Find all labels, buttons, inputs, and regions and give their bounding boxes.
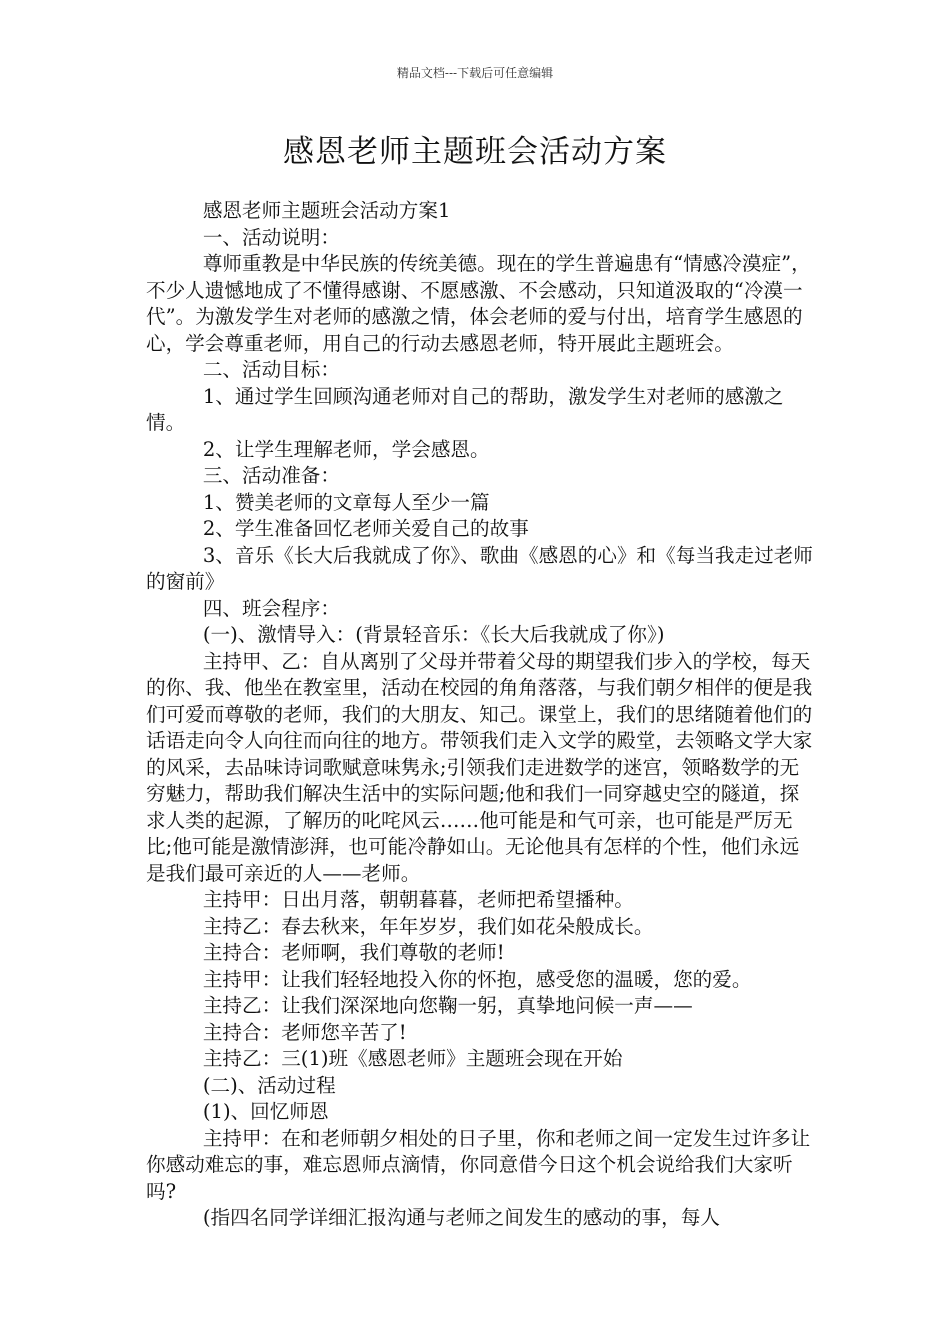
paragraph: 二、活动目标： bbox=[202, 358, 340, 381]
paragraph: (一)、激情导入：(背景轻音乐：《长大后我就成了你》) bbox=[202, 623, 665, 646]
paragraph: 2、学生准备回忆老师关爱自己的故事 bbox=[202, 517, 529, 540]
paragraph: 主持乙：三(1)班《感恩老师》主题班会现在开始 bbox=[202, 1047, 623, 1070]
paragraph: 3、音乐《长大后我就成了你》、歌曲《感恩的心》和《每当我走过老师的窗前》 bbox=[146, 543, 813, 593]
document-body bbox=[146, 198, 814, 1232]
paragraph: 一、活动说明： bbox=[202, 225, 340, 249]
paragraph: 1、赞美老师的文章每人至少一篇 bbox=[202, 490, 490, 514]
paragraph: 主持甲：在和老师朝夕相处的日子里，你和老师之间一定发生过许多让你感动难忘的事，难忘恩师点滴情，你同意借今日这个机会说给我们大家听吗? bbox=[146, 1126, 811, 1203]
paragraph: 三、活动准备： bbox=[202, 464, 340, 487]
paragraph: 尊师重教是中华民族的传统美德。现在的学生普遍患有“情感冷漠症”，不少人遗憾地成了不懂得感谢、不愿感激、不会感动，只知道汲取的“冷漠一代”。为激发学生对老师的感激之情，体会老师的爱与付出，培育学生感恩的心，学会尊重老师，用自己的行动去感恩老师，特开展此主题班会。 bbox=[146, 252, 811, 355]
paragraph: 四、班会程序： bbox=[202, 596, 340, 620]
paragraph: (1)、回忆师恩 bbox=[202, 1100, 329, 1123]
paragraph: (指四名同学详细汇报沟通与老师之间发生的感动的事，每人 bbox=[202, 1206, 720, 1229]
paragraph: 感恩老师主题班会活动方案1 bbox=[202, 199, 451, 222]
paragraph: 主持合：老师啊，我们尊敬的老师! bbox=[202, 941, 505, 964]
paragraph: 2、让学生理解老师，学会感恩。 bbox=[202, 437, 490, 461]
header-note: 精品文档---下载后可任意编辑 bbox=[396, 66, 554, 80]
paragraph: 主持甲：让我们轻轻地投入你的怀抱，感受您的温暖，您的爱。 bbox=[202, 967, 752, 991]
document-title: 感恩老师主题班会活动方案 bbox=[283, 134, 667, 170]
paragraph: 主持乙：春去秋来，年年岁岁，我们如花朵般成长。 bbox=[202, 914, 654, 938]
paragraph: 主持甲、乙：自从离别了父母并带着父母的期望我们步入的学校，每天的你、我、他坐在教室里，活动在校园的角角落落，与我们朝夕相伴的便是我们可爱而尊敬的老师，我们的大朋友、知己。课堂上，我们的思绪随着他们的话语走向令人向往而向往的地方。带领我们走入文学的殿堂，去领略文学大家的风采，去品味诗词歌赋意味隽永;引领我们走进数学的迷宫，领略数学的无穷魅力，帮助我们解决生活中的实际问题;他和我们一同穿越史空的隧道，探求人类的起源，了解历的叱咤风云……他可能是和气可亲，也可能是严厉无比;他可能是激情澎湃，也可能冷静如山。无论他具有怎样的个性，他们永远是我们最可亲近的人——老师。 bbox=[146, 649, 813, 885]
paragraph: 主持甲：日出月落，朝朝暮暮，老师把希望播种。 bbox=[202, 888, 634, 911]
paragraph: (二)、活动过程 bbox=[202, 1073, 336, 1097]
paragraph: 主持合：老师您辛苦了! bbox=[202, 1020, 407, 1044]
paragraph: 主持乙：让我们深深地向您鞠一躬，真挚地问候一声—— bbox=[202, 994, 693, 1017]
paragraph: 1、通过学生回顾沟通老师对自己的帮助，激发学生对老师的感激之情。 bbox=[146, 384, 784, 434]
